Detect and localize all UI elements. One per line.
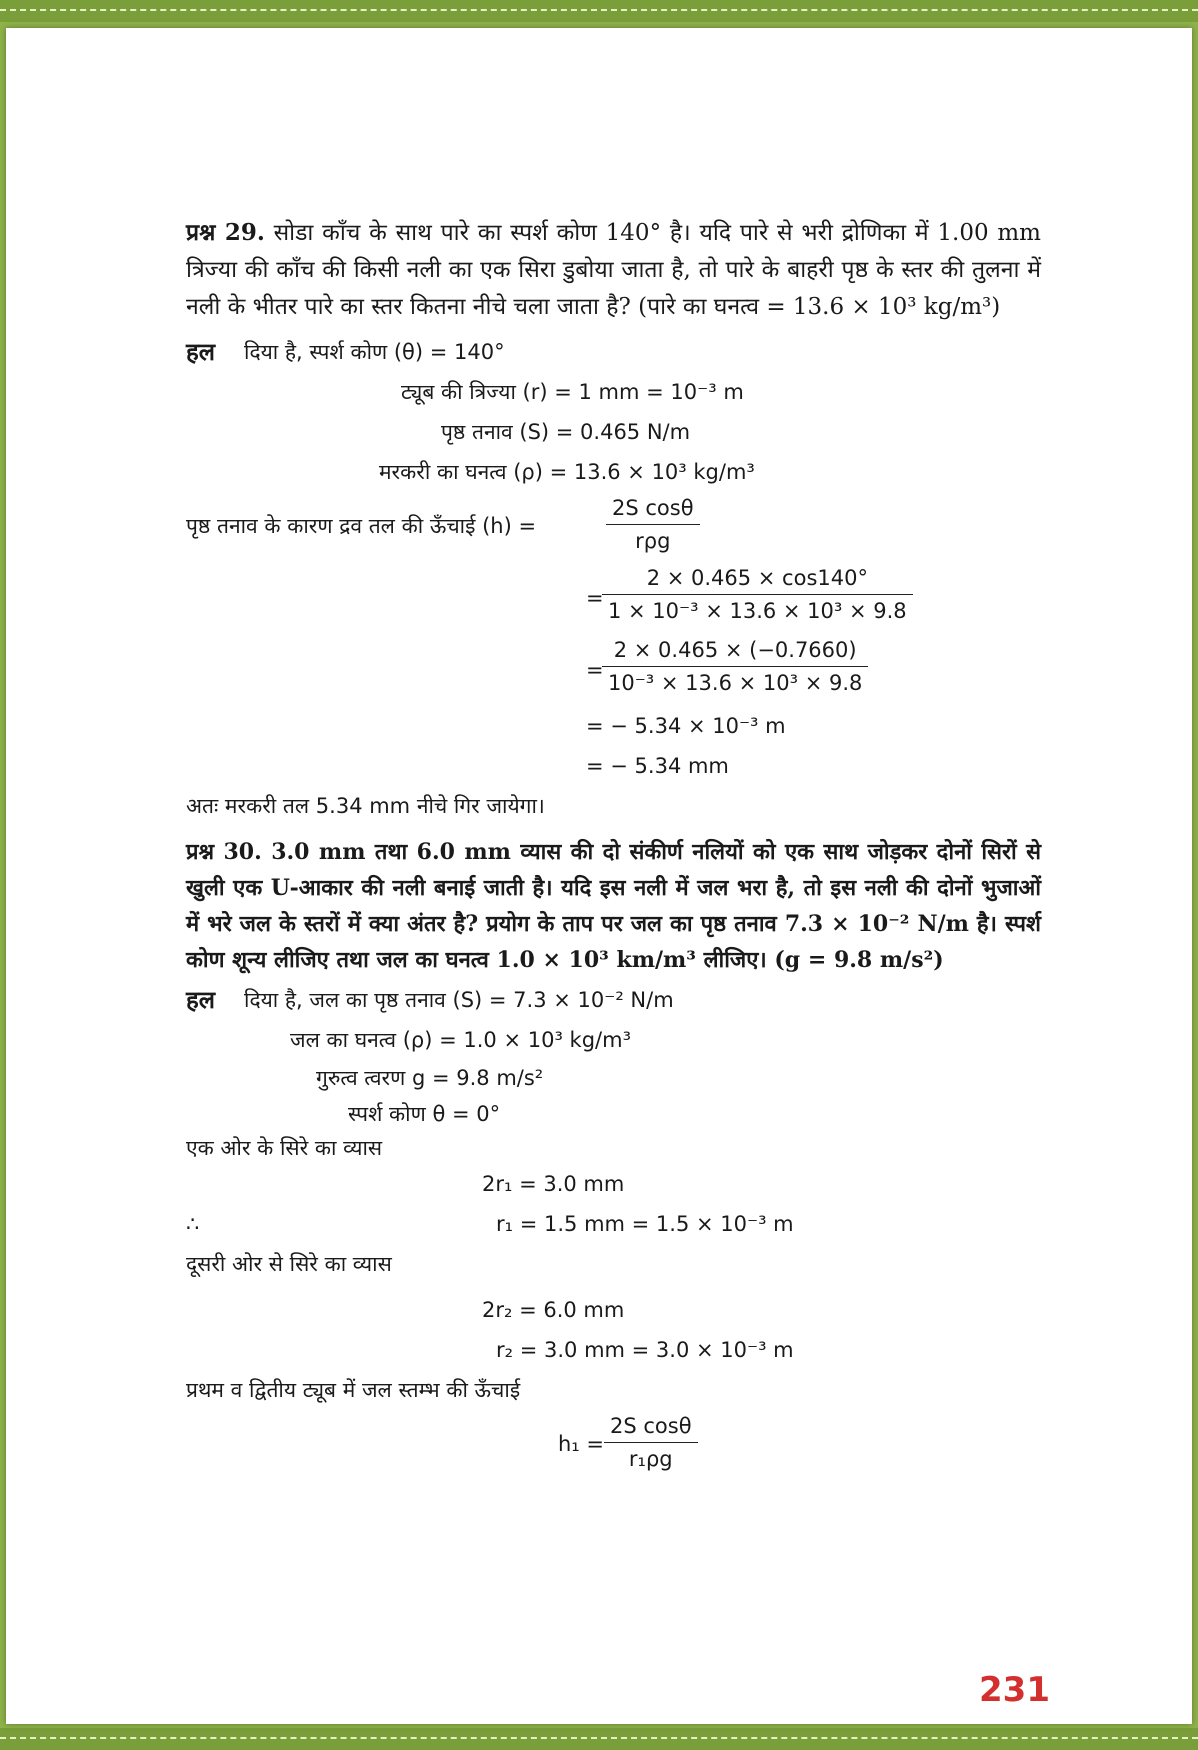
q30-diameter-1: 2r₁ = 3.0 mm — [482, 1172, 625, 1196]
q29-fraction-2-numerator: 2 × 0.465 × cos140° — [602, 562, 913, 595]
q30-diameter-1-line — [186, 1166, 1041, 1206]
q30-density: जल का घनत्व (ρ) = 1.0 × 10³ kg/m³ — [290, 1028, 631, 1052]
q29-given: दिया है, स्पर्श कोण (θ) = 140° — [244, 340, 505, 364]
q29-height-formula — [186, 494, 1041, 560]
q30-given-line — [186, 982, 1041, 1022]
q29-step-3: = $\frac{2 \times 0.465 \times (-0.7660)}{\text{10⁻³ × 13.6 × 10³ × 9.8}}$ — [186, 632, 1041, 708]
q29-step-2: = $\frac{2 \times 0.465 \times \cos 140^\circ}{\text{1 × 10⁻³ × 13.6 × 10³ × 9.8}}$ — [186, 560, 1041, 632]
q30-radius-2-line — [186, 1332, 1041, 1372]
q29-density-line — [186, 454, 1041, 494]
question-29-text: सोडा काँच के साथ पारे का स्पर्श कोण 140° है। यदि पारे से भरी द्रोणिका में 1.00 mm त्रिज्या की काँच की किसी नली का एक सिरा डुबोया जाता है, तो पारे के बाहरी पृष्ठ के स्तर की तुलना में नली के भीतर पारे का स्तर कितना नीचे चला जाता है? (पारे का घनत्व = 13.6 × 10³ kg/m³) — [186, 220, 1041, 320]
q29-fraction-1 — [606, 492, 700, 557]
q29-solution-label: हल — [186, 337, 216, 366]
q30-diameter-2-label-line — [186, 1246, 1041, 1292]
q30-angle-line — [186, 1096, 1041, 1130]
q29-tension-line — [186, 414, 1041, 454]
page-content — [186, 214, 1041, 1478]
q29-result-1-line — [186, 708, 1041, 748]
q30-h1-lhs: h₁ = — [558, 1432, 604, 1456]
q30-height-label: प्रथम व द्वितीय ट्यूब में जल स्तम्भ की ऊँचाई — [186, 1378, 521, 1402]
q29-result-2: = − 5.34 mm — [586, 754, 729, 778]
question-29-label: प्रश्न 29. — [186, 219, 265, 246]
therefore-symbol: ∴ — [186, 1212, 200, 1236]
q29-conclusion: अतः मरकरी तल 5.34 mm नीचे गिर जायेगा। — [186, 794, 545, 818]
question-29 — [186, 214, 1041, 326]
q29-fraction-3 — [602, 634, 868, 699]
question-30-text: 3.0 mm तथा 6.0 mm व्यास की दो संकीर्ण नलियों को एक साथ जोड़कर दोनों सिरों से खुली एक U-आकार की नली बनाई जाती है। यदि इस नली में जल भरा है, तो इस नली की दोनों भुजाओं में भरे जल के स्तरों में क्या अंतर है? प्रयोग के ताप पर जल का पृष्ठ तनाव 7.3 × 10⁻² N/m है। स्पर्श कोण शून्य लीजिए तथा जल का घनत्व 1.0 × 10³ km/m³ लीजिए। (g = 9.8 m/s²) — [186, 839, 1041, 973]
page-number: 231 — [979, 1670, 1050, 1710]
q29-radius: ट्यूब की त्रिज्या (r) = 1 mm = 10⁻³ m — [401, 380, 744, 404]
q30-diameter-2-label: दूसरी ओर से सिरे का व्यास — [186, 1252, 392, 1276]
q29-fraction-1-numerator: 2S cosθ — [606, 492, 700, 525]
q29-fraction-2 — [602, 562, 913, 627]
q30-gravity: गुरुत्व त्वरण g = 9.8 m/s² — [316, 1066, 544, 1090]
q30-angle: स्पर्श कोण θ = 0° — [348, 1102, 501, 1126]
q30-height-label-line — [186, 1372, 1041, 1408]
q29-radius-line — [186, 374, 1041, 414]
q30-diameter-2: 2r₂ = 6.0 mm — [482, 1298, 625, 1322]
q29-fraction-2-denominator: 1 × 10⁻³ × 13.6 × 10³ × 9.8 — [608, 599, 907, 623]
q30-h1-fraction — [604, 1410, 698, 1475]
q30-h1-formula — [186, 1408, 1041, 1478]
q29-result-1: = − 5.34 × 10⁻³ m — [586, 714, 786, 738]
q29-height-label: पृष्ठ तनाव के कारण द्रव तल की ऊँचाई (h) = — [186, 514, 537, 538]
q30-given: दिया है, जल का पृष्ठ तनाव (S) = 7.3 × 10⁻² N/m — [244, 988, 674, 1012]
q29-density: मरकरी का घनत्व (ρ) = 13.6 × 10³ kg/m³ — [379, 460, 755, 484]
bottom-border — [0, 1728, 1198, 1750]
q29-fraction-1-denominator: rρg — [635, 529, 671, 553]
q30-radius-1-line — [186, 1206, 1041, 1246]
q30-solution-label: हल — [186, 985, 216, 1014]
q30-h1-denominator: r₁ρg — [628, 1447, 673, 1471]
q29-fraction-3-denominator: 10⁻³ × 13.6 × 10³ × 9.8 — [608, 671, 863, 695]
q30-radius-2: r₂ = 3.0 mm = 3.0 × 10⁻³ m — [496, 1338, 794, 1362]
top-border — [0, 0, 1198, 22]
q29-fraction-3-numerator: 2 × 0.465 × (−0.7660) — [602, 634, 868, 667]
q30-radius-1: r₁ = 1.5 mm = 1.5 × 10⁻³ m — [496, 1212, 794, 1236]
q29-conclusion-line — [186, 788, 1041, 828]
q29-result-2-line — [186, 748, 1041, 788]
q29-tension: पृष्ठ तनाव (S) = 0.465 N/m — [441, 420, 691, 444]
question-30 — [186, 834, 1041, 978]
q29-given-line — [186, 334, 1041, 374]
q30-diameter-2-line — [186, 1292, 1041, 1332]
question-30-label: प्रश्न 30. — [186, 839, 262, 865]
q30-diameter-1-label: एक ओर के सिरे का व्यास — [186, 1136, 383, 1160]
q30-h1-numerator: 2S cosθ — [604, 1410, 698, 1443]
q30-density-line — [186, 1022, 1041, 1060]
q30-diameter-1-label-line — [186, 1130, 1041, 1166]
q30-gravity-line — [186, 1060, 1041, 1096]
